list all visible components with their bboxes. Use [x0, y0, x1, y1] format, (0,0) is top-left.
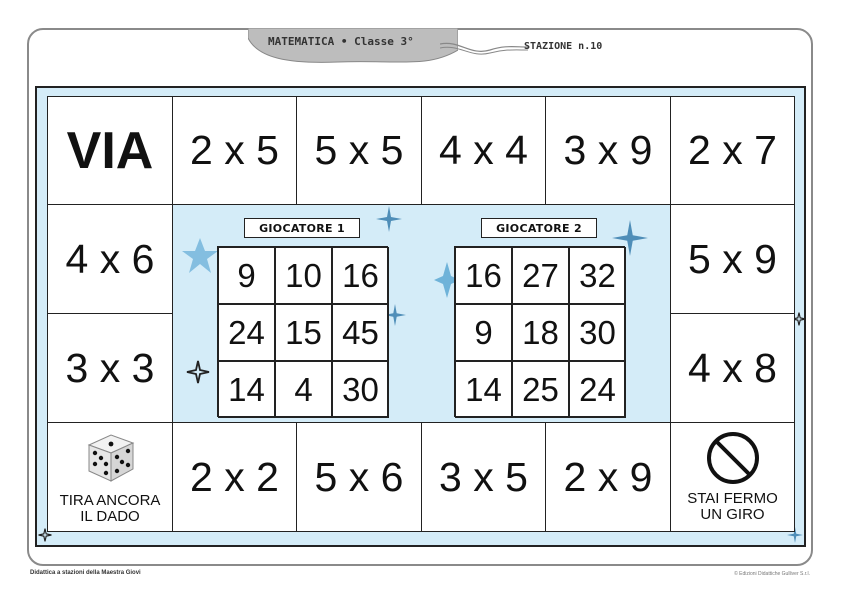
dice-icon	[81, 431, 139, 487]
grid-cell: 45	[332, 304, 389, 361]
roll-again-label-1: TIRA ANCORA	[59, 492, 161, 509]
cell-multiplication: 3 x 3	[47, 313, 173, 423]
cell-multiplication: 4 x 4	[421, 96, 546, 205]
grid-cell: 18	[512, 304, 569, 361]
grid-cell: 30	[332, 361, 389, 418]
grid-cell: 24	[218, 304, 275, 361]
cell-multiplication: 5 x 6	[296, 422, 422, 532]
grid-cell: 9	[218, 247, 275, 304]
grid-cell: 24	[569, 361, 626, 418]
player-2-label: GIOCATORE 2	[481, 218, 597, 238]
grid-cell: 9	[455, 304, 512, 361]
grid-cell: 30	[569, 304, 626, 361]
header-swirl	[440, 38, 530, 58]
star-icon	[186, 360, 210, 384]
grid-cell: 25	[512, 361, 569, 418]
player-1-grid	[217, 246, 388, 417]
footer-credit: Didattica a stazioni della Maestra Giovi	[30, 570, 141, 576]
cell-multiplication: 3 x 9	[545, 96, 671, 205]
cell-multiplication: 2 x 9	[545, 422, 671, 532]
grid-cell: 16	[332, 247, 389, 304]
grid-cell: 27	[512, 247, 569, 304]
cell-multiplication: 2 x 2	[172, 422, 297, 532]
grid-cell: 4	[275, 361, 332, 418]
grid-cell: 10	[275, 247, 332, 304]
cell-multiplication: 4 x 6	[47, 204, 173, 314]
footer-copyright: © Edizioni Didattiche Gulliver S.r.l.	[734, 571, 810, 577]
player-2-grid	[454, 246, 625, 417]
star-icon	[376, 206, 402, 232]
prohibited-icon	[704, 429, 762, 487]
skip-turn-label-2: UN GIRO	[700, 506, 765, 523]
cell-skip-turn	[670, 422, 795, 532]
grid-cell: 15	[275, 304, 332, 361]
cell-multiplication: 2 x 7	[670, 96, 795, 205]
cell-multiplication: 2 x 5	[172, 96, 297, 205]
roll-again-label-2: IL DADO	[80, 508, 140, 525]
grid-cell: 32	[569, 247, 626, 304]
cell-multiplication: 3 x 5	[421, 422, 546, 532]
grid-cell: 14	[455, 361, 512, 418]
cell-start: VIA	[47, 96, 173, 205]
star-icon	[180, 236, 220, 276]
skip-turn-label-1: STAI FERMO	[687, 490, 778, 507]
station-label: STAZIONE n.10	[524, 41, 603, 52]
cell-multiplication: 4 x 8	[670, 313, 795, 423]
grid-cell: 14	[218, 361, 275, 418]
cell-multiplication: 5 x 9	[670, 204, 795, 314]
cell-multiplication: 5 x 5	[296, 96, 422, 205]
subject-label: MATEMATICA • Classe 3°	[268, 35, 414, 48]
grid-cell: 16	[455, 247, 512, 304]
player-1-label: GIOCATORE 1	[244, 218, 360, 238]
cell-roll-again	[47, 422, 173, 532]
